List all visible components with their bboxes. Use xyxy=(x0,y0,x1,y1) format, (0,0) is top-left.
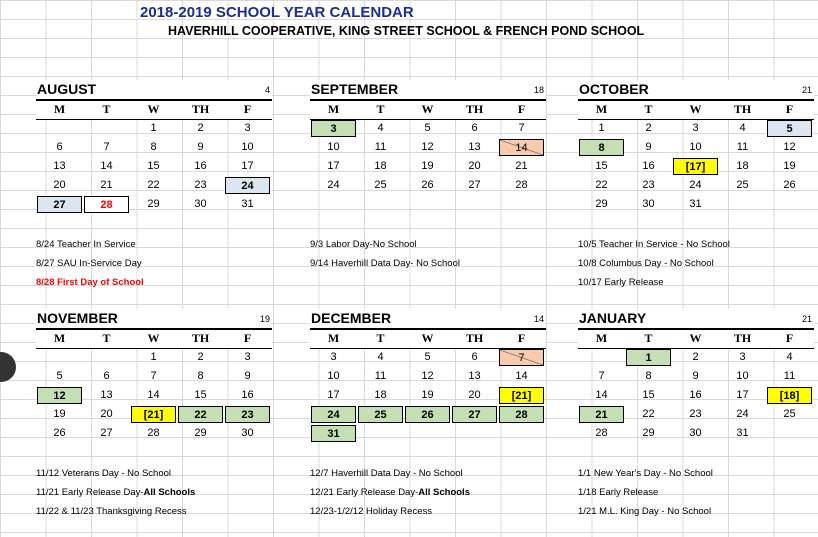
day-cell: 19 xyxy=(53,408,66,420)
day-cell: 8 xyxy=(150,141,157,153)
day-cell: 6 xyxy=(103,370,110,382)
day-cell: 4 xyxy=(739,122,746,134)
weekday-label: F xyxy=(243,102,252,116)
day-cell: 3 xyxy=(330,351,337,363)
day-grid xyxy=(578,120,814,215)
day-cell: 7 xyxy=(150,370,157,382)
day-cell: 5 xyxy=(56,370,63,382)
weekday-label: T xyxy=(376,331,385,345)
overlay-circle xyxy=(0,352,16,382)
day-cell: 23 xyxy=(642,179,655,191)
note-line: 11/22 & 11/23 Thanksgiving Recess xyxy=(36,506,187,517)
day-cell-blue: 24 xyxy=(225,177,270,194)
day-cell: 25 xyxy=(736,179,749,191)
weekday-label: TH xyxy=(733,331,752,345)
month-name: SEPTEMBER xyxy=(311,81,399,97)
day-cell: 4 xyxy=(377,122,384,134)
weekday-label: T xyxy=(644,102,653,116)
day-cell: 30 xyxy=(689,427,702,439)
weekday-label: W xyxy=(421,331,434,345)
day-cell: 2 xyxy=(197,122,204,134)
day-cell: 26 xyxy=(53,427,66,439)
weekday-label: M xyxy=(595,102,608,116)
day-cell-peach: 7 xyxy=(499,349,544,366)
december-month xyxy=(310,309,546,443)
day-cell: 21 xyxy=(100,179,113,191)
day-cell-green: 27 xyxy=(452,406,497,423)
day-cell: 19 xyxy=(421,160,434,172)
weekday-header-row xyxy=(310,101,546,120)
day-cell-peach: 14 xyxy=(499,139,544,156)
day-cell: 18 xyxy=(736,160,749,172)
weekday-label: TH xyxy=(191,102,210,116)
day-cell: 31 xyxy=(241,198,254,210)
month-day-count: 19 xyxy=(259,314,270,324)
november-month xyxy=(36,309,272,443)
day-cell: 26 xyxy=(421,179,434,191)
day-cell: 14 xyxy=(147,389,160,401)
day-cell: 1 xyxy=(598,122,605,134)
day-cell: 24 xyxy=(327,179,340,191)
day-cell: 28 xyxy=(595,427,608,439)
day-cell: 29 xyxy=(642,427,655,439)
day-cell-red: 28 xyxy=(84,196,129,213)
day-cell-yellow: [21] xyxy=(131,406,176,423)
day-cell: 13 xyxy=(468,370,481,382)
day-cell: 12 xyxy=(783,141,796,153)
month-name: AUGUST xyxy=(37,81,97,97)
day-cell: 20 xyxy=(468,389,481,401)
day-cell: 10 xyxy=(241,141,254,153)
note-line: 10/8 Columbus Day - No School xyxy=(578,258,714,269)
day-cell: 6 xyxy=(471,351,478,363)
day-cell: 9 xyxy=(692,370,699,382)
weekday-label: M xyxy=(53,102,66,116)
day-cell: 17 xyxy=(327,389,340,401)
day-cell: 11 xyxy=(374,141,387,153)
month-name: OCTOBER xyxy=(579,81,649,97)
day-cell: 22 xyxy=(642,408,655,420)
day-cell: 13 xyxy=(468,141,481,153)
day-cell: 7 xyxy=(103,141,110,153)
weekday-label: W xyxy=(689,102,702,116)
day-cell: 10 xyxy=(689,141,702,153)
day-cell: 10 xyxy=(327,370,340,382)
day-cell: 17 xyxy=(736,389,749,401)
day-cell: 6 xyxy=(471,122,478,134)
calendar-subtitle: HAVERHILL COOPERATIVE, KING STREET SCHOOL & FRENCH POND SCHOOL xyxy=(168,24,645,38)
weekday-label: F xyxy=(785,102,794,116)
day-cell-green: 31 xyxy=(311,425,356,442)
weekday-label: TH xyxy=(465,331,484,345)
day-cell-green: 22 xyxy=(178,406,223,423)
day-grid xyxy=(310,349,546,444)
day-cell-green: 8 xyxy=(579,139,624,156)
day-cell: 4 xyxy=(377,351,384,363)
note-line: 1/21 M.L. King Day - No School xyxy=(578,506,712,517)
note-line: 10/5 Teacher In Service - No School xyxy=(578,239,730,250)
day-cell: 12 xyxy=(421,141,434,153)
note-line: 12/21 Early Release Day-All Schools xyxy=(310,487,470,498)
calendar-title: 2018-2019 SCHOOL YEAR CALENDAR xyxy=(140,4,414,21)
day-cell: 17 xyxy=(241,160,254,172)
day-cell-blue: 27 xyxy=(37,196,82,213)
note-line: 9/3 Labor Day-No School xyxy=(310,239,417,250)
day-cell: 27 xyxy=(100,427,113,439)
day-cell: 18 xyxy=(374,389,387,401)
weekday-label: W xyxy=(421,102,434,116)
weekday-label: F xyxy=(517,331,526,345)
day-cell: 7 xyxy=(518,122,525,134)
month-header xyxy=(310,80,546,101)
month-day-count: 14 xyxy=(533,314,544,324)
day-cell: 16 xyxy=(642,160,655,172)
note-emphasis: All Schools xyxy=(418,487,470,498)
day-cell: 3 xyxy=(692,122,699,134)
day-cell: 24 xyxy=(736,408,749,420)
weekday-label: TH xyxy=(191,331,210,345)
day-cell: 19 xyxy=(783,160,796,172)
weekday-header-row xyxy=(578,330,814,349)
day-grid xyxy=(578,349,814,444)
month-day-count: 21 xyxy=(801,314,812,324)
month-name: NOVEMBER xyxy=(37,310,118,326)
day-cell: 29 xyxy=(194,427,207,439)
day-cell: 2 xyxy=(197,351,204,363)
day-grid xyxy=(310,120,546,215)
weekday-label: M xyxy=(53,331,66,345)
day-cell-green: 28 xyxy=(499,406,544,423)
note-line: 8/24 Teacher In Service xyxy=(36,239,136,250)
day-grid xyxy=(36,120,272,215)
weekday-label: TH xyxy=(733,102,752,116)
day-cell: 12 xyxy=(421,370,434,382)
month-name: JANUARY xyxy=(579,310,647,326)
day-cell-green: 12 xyxy=(37,387,82,404)
day-cell: 16 xyxy=(689,389,702,401)
day-cell: 15 xyxy=(595,160,608,172)
weekday-label: W xyxy=(147,331,160,345)
day-cell-yellow: [18] xyxy=(767,387,812,404)
weekday-label: M xyxy=(327,102,340,116)
note-line: 12/7 Haverhill Data Day - No School xyxy=(310,468,463,479)
day-cell-green: 21 xyxy=(579,406,624,423)
day-cell: 2 xyxy=(645,122,652,134)
weekday-header-row xyxy=(310,330,546,349)
day-cell: 28 xyxy=(147,427,160,439)
day-cell-yellow: [17] xyxy=(673,158,718,175)
day-cell: 3 xyxy=(739,351,746,363)
day-cell: 2 xyxy=(692,351,699,363)
day-cell: 4 xyxy=(786,351,793,363)
month-header xyxy=(578,309,814,330)
day-cell: 5 xyxy=(424,122,431,134)
day-cell: 7 xyxy=(598,370,605,382)
day-cell-green: 1 xyxy=(626,349,671,366)
month-name: DECEMBER xyxy=(311,310,392,326)
day-cell: 14 xyxy=(515,370,528,382)
weekday-label: T xyxy=(102,102,111,116)
weekday-label: F xyxy=(785,331,794,345)
october-month xyxy=(578,80,814,214)
day-cell-blue: 5 xyxy=(767,120,812,137)
note-line: 11/21 Early Release Day-All Schools xyxy=(36,487,196,498)
september-month xyxy=(310,80,546,214)
day-cell: 8 xyxy=(197,370,204,382)
august-month xyxy=(36,80,272,214)
day-cell: 5 xyxy=(424,351,431,363)
day-cell: 13 xyxy=(53,160,66,172)
day-cell: 9 xyxy=(197,141,204,153)
day-cell: 14 xyxy=(100,160,113,172)
day-cell-green: 24 xyxy=(311,406,356,423)
day-cell: 1 xyxy=(150,122,157,134)
day-cell: 19 xyxy=(421,389,434,401)
day-cell: 21 xyxy=(515,160,528,172)
weekday-label: W xyxy=(689,331,702,345)
day-cell-green: 3 xyxy=(311,120,356,137)
day-cell: 3 xyxy=(244,122,251,134)
day-cell: 15 xyxy=(147,160,160,172)
month-day-count: 21 xyxy=(801,85,812,95)
day-cell: 31 xyxy=(689,198,702,210)
day-cell: 15 xyxy=(642,389,655,401)
day-cell: 9 xyxy=(645,141,652,153)
day-cell: 10 xyxy=(327,141,340,153)
day-cell: 29 xyxy=(147,198,160,210)
note-line: 11/12 Veterans Day - No School xyxy=(36,468,172,479)
weekday-label: M xyxy=(327,331,340,345)
day-cell: 26 xyxy=(783,179,796,191)
note-line: 1/18 Early Release xyxy=(578,487,659,498)
day-cell: 30 xyxy=(642,198,655,210)
day-cell-yellow: [21] xyxy=(499,387,544,404)
weekday-header-row xyxy=(578,101,814,120)
day-cell: 17 xyxy=(327,160,340,172)
weekday-label: F xyxy=(517,102,526,116)
day-cell: 20 xyxy=(53,179,66,191)
day-cell: 18 xyxy=(374,160,387,172)
day-cell: 11 xyxy=(783,370,796,382)
day-cell: 22 xyxy=(595,179,608,191)
day-cell-green: 26 xyxy=(405,406,450,423)
day-cell: 29 xyxy=(595,198,608,210)
day-grid xyxy=(36,349,272,444)
day-cell-green: 25 xyxy=(358,406,403,423)
day-cell: 28 xyxy=(515,179,528,191)
day-cell: 16 xyxy=(241,389,254,401)
note-line: 1/1 New Year's Day - No School xyxy=(578,468,713,479)
day-cell: 14 xyxy=(595,389,608,401)
weekday-label: F xyxy=(243,331,252,345)
weekday-header-row xyxy=(36,330,272,349)
weekday-label: T xyxy=(644,331,653,345)
day-cell: 9 xyxy=(244,370,251,382)
day-cell: 15 xyxy=(194,389,207,401)
day-cell: 11 xyxy=(374,370,387,382)
weekday-label: M xyxy=(595,331,608,345)
day-cell: 24 xyxy=(689,179,702,191)
day-cell: 10 xyxy=(736,370,749,382)
day-cell-green: 23 xyxy=(225,406,270,423)
month-header xyxy=(310,309,546,330)
note-emphasis: All Schools xyxy=(143,487,196,498)
day-cell: 25 xyxy=(783,408,796,420)
day-cell: 31 xyxy=(736,427,749,439)
month-header xyxy=(36,80,272,101)
weekday-label: W xyxy=(147,102,160,116)
weekday-label: TH xyxy=(465,102,484,116)
month-day-count: 18 xyxy=(533,85,544,95)
day-cell: 20 xyxy=(468,160,481,172)
weekday-header-row xyxy=(36,101,272,120)
weekday-label: T xyxy=(376,102,385,116)
day-cell: 30 xyxy=(194,198,207,210)
month-header xyxy=(36,309,272,330)
note-line: 8/28 First Day of School xyxy=(36,277,144,288)
note-line: 10/17 Early Release xyxy=(578,277,664,288)
day-cell: 23 xyxy=(194,179,207,191)
day-cell: 23 xyxy=(689,408,702,420)
note-line: 8/27 SAU In-Service Day xyxy=(36,258,142,269)
month-day-count: 4 xyxy=(264,85,270,95)
note-line: 12/23-1/2/12 Holiday Recess xyxy=(310,506,432,517)
day-cell: 27 xyxy=(468,179,481,191)
january-month xyxy=(578,309,814,443)
note-line: 9/14 Haverhill Data Day- No School xyxy=(310,258,460,269)
day-cell: 3 xyxy=(244,351,251,363)
day-cell: 13 xyxy=(100,389,113,401)
day-cell: 30 xyxy=(241,427,254,439)
month-header xyxy=(578,80,814,101)
day-cell: 25 xyxy=(374,179,387,191)
day-cell: 11 xyxy=(736,141,749,153)
day-cell: 20 xyxy=(100,408,113,420)
weekday-label: T xyxy=(102,331,111,345)
day-cell: 1 xyxy=(150,351,157,363)
day-cell: 16 xyxy=(194,160,207,172)
day-cell: 22 xyxy=(147,179,160,191)
day-cell: 6 xyxy=(56,141,63,153)
day-cell: 8 xyxy=(645,370,652,382)
